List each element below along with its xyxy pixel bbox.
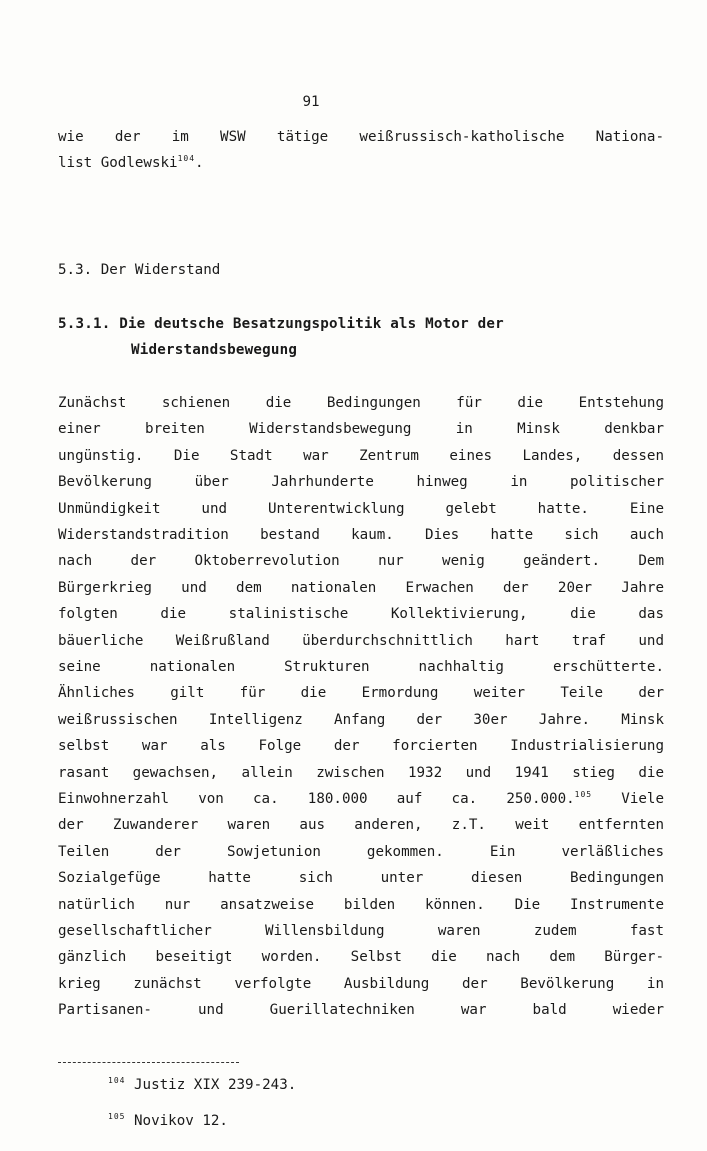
text-line: weißrussischen Intelligenz Anfang der 30er Jahre. Minsk (58, 711, 664, 728)
text-line: der Zuwanderer waren aus anderen, z.T. weit entfernten (58, 817, 664, 834)
text-line: wie der im WSW tätige weißrussisch-katholische Nationa- (58, 129, 664, 145)
text-line: Bevölkerung über Jahrhunderte hinweg in politischer (58, 474, 664, 491)
text-line: Partisanen- und Guerillatechniken war bald wieder (58, 1002, 664, 1019)
footnote: $^{105}$ Novikov 12. (108, 1112, 228, 1129)
footnote-ref: 104 (177, 154, 196, 163)
text-line: einer breiten Widerstandsbewegung in Minsk denkbar (58, 421, 664, 438)
text-line: selbst war als Folge der forcierten Industrialisierung (58, 738, 664, 755)
text-line: Zunächst schienen die Bedingungen für die Entstehung (58, 395, 664, 411)
footnote-separator (58, 1062, 239, 1063)
text-line: Widerstandstradition bestand kaum. Dies hatte sich auch (58, 527, 664, 543)
footnote-ref: 105 (574, 790, 593, 799)
text-line: list Godlewski$^{104}$. (58, 154, 204, 171)
page-number: 91 (302, 94, 320, 110)
footnote: $^{104}$ Justiz XIX 239-243. (108, 1076, 297, 1093)
text-line: krieg zunächst verfolgte Ausbildung der Bevölkerung in (58, 975, 664, 992)
text-line: gesellschaftlicher Willensbildung waren zudem fast (58, 923, 664, 939)
text-line: folgten die stalinistische Kollektivierung, die das (58, 606, 664, 623)
text-line: gänzlich beseitigt worden. Selbst die nach dem Bürger- (58, 949, 664, 966)
subsection-heading: 5.3.1. Die deutsche Besatzungspolitik als Motor der (58, 316, 504, 332)
text-line: bäuerliche Weißrußland überdurchschnittlich hart traf und (58, 632, 664, 649)
text-line: Einwohnerzahl von ca. 180.000 auf ca. 250.000.$^{105}$ Viele (58, 790, 664, 807)
section-heading: 5.3. Der Widerstand (58, 262, 221, 278)
text-line: ungünstig. Die Stadt war Zentrum eines Landes, dessen (58, 447, 664, 464)
subsection-heading-continued: Widerstandsbewegung (131, 342, 298, 358)
text-line: rasant gewachsen, allein zwischen 1932 und 1941 stieg die (58, 764, 664, 781)
text-line: Teilen der Sowjetunion gekommen. Ein verläßliches (58, 843, 664, 860)
text-line: Sozialgefüge hatte sich unter diesen Bedingungen (58, 870, 664, 887)
text-line: Ähnliches gilt für die Ermordung weiter Teile der (58, 685, 664, 702)
text-line: seine nationalen Strukturen nachhaltig erschütterte. (58, 659, 664, 675)
text-line: nach der Oktoberrevolution nur wenig geändert. Dem (58, 553, 664, 570)
text-line: Unmündigkeit und Unterentwicklung gelebt hatte. Eine (58, 500, 664, 517)
text-line: natürlich nur ansatzweise bilden können. Die Instrumente (58, 896, 664, 913)
text-line: Bürgerkrieg und dem nationalen Erwachen der 20er Jahre (58, 579, 664, 596)
